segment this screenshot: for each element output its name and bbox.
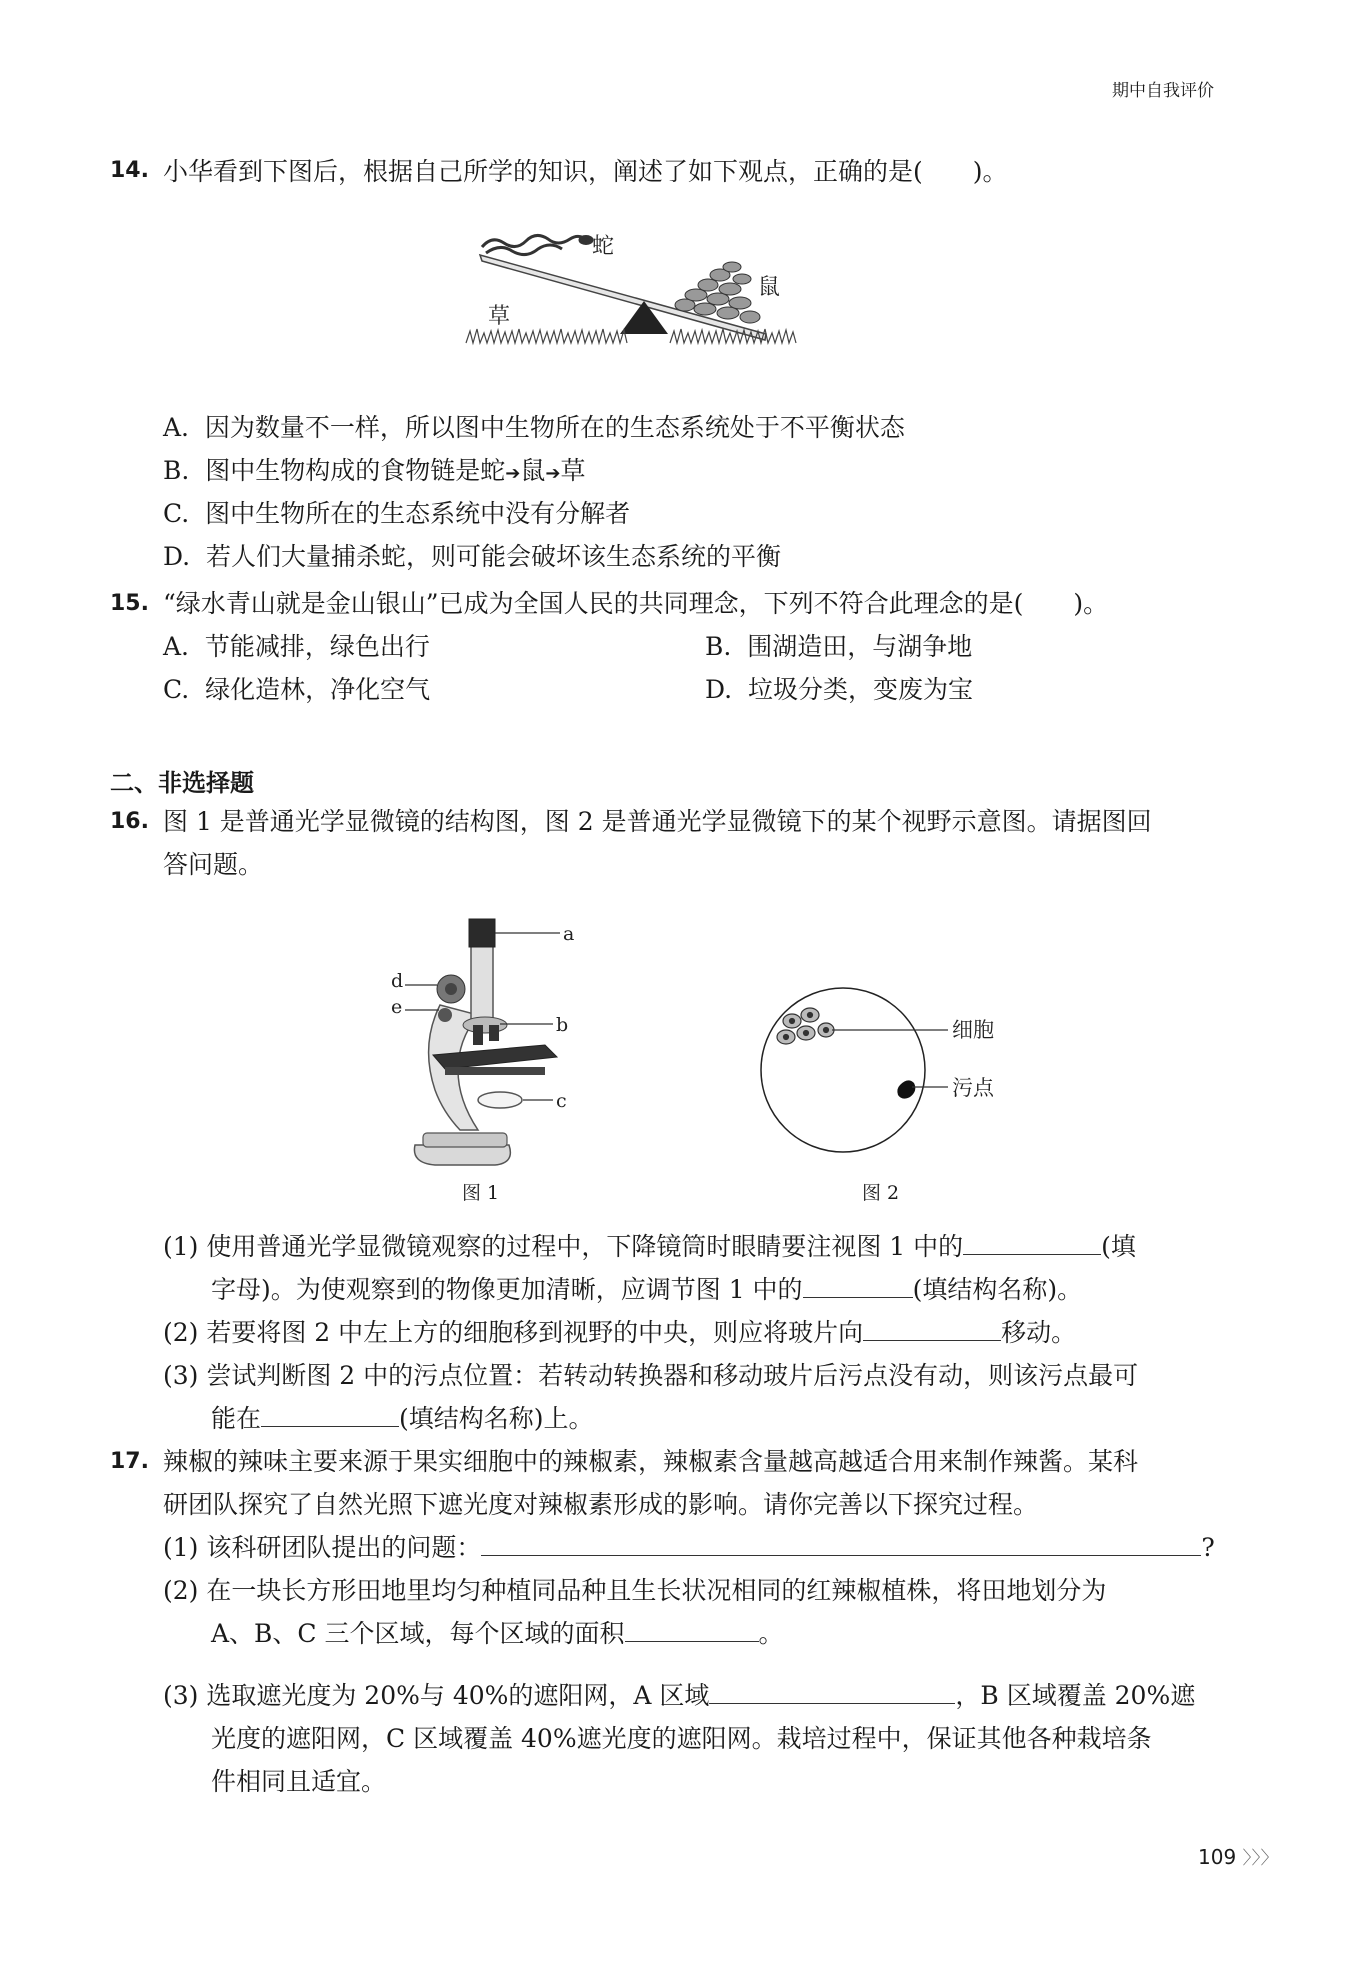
- question-number-17: 17.: [110, 1449, 149, 1474]
- option-text: 绿化造林，净化空气: [205, 675, 431, 704]
- chevrons-icon: 〉〉〉: [1242, 1848, 1279, 1869]
- snake-label: 蛇: [592, 234, 615, 259]
- sub2-text: 。: [758, 1619, 784, 1648]
- answer-blank[interactable]: [481, 1533, 1201, 1556]
- section-heading: 二、非选择题: [110, 769, 254, 797]
- q16-sub3-line1: (3) 尝试判断图 2 中的污点位置：若转动转换器和移动玻片后污点没有动，则该污点最可: [163, 1361, 1139, 1390]
- answer-blank[interactable]: [863, 1318, 1001, 1341]
- option-letter: A.: [163, 632, 190, 661]
- option-letter: B.: [705, 632, 732, 661]
- sub1-text: (1) 使用普通光学显微镜观察的过程中，下降镜筒时眼睛要注视图 1 中的: [163, 1232, 964, 1261]
- sub2-text: A、B、C 三个区域，每个区域的面积: [211, 1619, 625, 1648]
- sub2-text: 移动。: [1001, 1318, 1077, 1347]
- option-15-c[interactable]: [163, 675, 430, 705]
- question-17-stem-line1: 辣椒的辣味主要来源于果实细胞中的辣椒素，辣椒素含量越高越适合用来制作辣酱。某科: [163, 1447, 1139, 1476]
- view-circle: [761, 988, 925, 1152]
- option-15-b[interactable]: [705, 632, 972, 662]
- label-e: e: [391, 996, 403, 1018]
- q17-sub1: [163, 1533, 1215, 1563]
- arrow-icon: ➔: [545, 463, 561, 484]
- sub1-text: ?: [1201, 1533, 1215, 1562]
- option-text: 若人们大量捕杀蛇，则可能会破坏该生态系统的平衡: [206, 542, 782, 571]
- option-letter: C.: [163, 675, 190, 704]
- answer-blank[interactable]: [709, 1681, 955, 1704]
- sub2-text: (2) 若要将图 2 中左上方的细胞移到视野的中央，则应将玻片向: [163, 1318, 864, 1347]
- microscope-icon: [414, 919, 557, 1165]
- grass-label: 草: [488, 304, 511, 329]
- field-of-view-figure: [760, 985, 1040, 1155]
- sub3-text: 能在: [211, 1404, 262, 1433]
- answer-blank[interactable]: [963, 1232, 1101, 1255]
- sub3-text: (3) 选取遮光度为 20%与 40%的遮阳网，A 区域: [163, 1681, 710, 1710]
- label-c: c: [556, 1090, 567, 1112]
- sub3-text: ，B 区域覆盖 20%遮: [955, 1681, 1196, 1710]
- option-14-d[interactable]: [163, 542, 781, 572]
- q17-sub3-line1: [163, 1681, 1195, 1711]
- sub1-text: 字母)。为使观察到的物像更加清晰，应调节图 1 中的: [211, 1275, 803, 1304]
- q17-sub3-line3: 件相同且适宜。: [211, 1767, 387, 1796]
- q17-sub3-line2: 光度的遮阳网，C 区域覆盖 40%遮光度的遮阳网。栽培过程中，保证其他各种栽培条: [211, 1724, 1152, 1753]
- arrow-icon: ➔: [505, 463, 521, 484]
- q17-sub2-line2: [211, 1619, 784, 1649]
- option-text: 鼠: [520, 456, 546, 485]
- microscope-figure: [385, 905, 585, 1175]
- q16-sub2: [163, 1318, 1076, 1348]
- sub1-text: (1) 该科研团队提出的问题：: [163, 1533, 482, 1562]
- sub3-text: (填结构名称)上。: [399, 1404, 594, 1433]
- answer-blank[interactable]: [261, 1404, 399, 1427]
- option-15-d[interactable]: [705, 675, 973, 705]
- question-16-stem-line1: 图 1 是普通光学显微镜的结构图，图 2 是普通光学显微镜下的某个视野示意图。请据图回: [163, 807, 1152, 836]
- option-text: 节能减排，绿色出行: [204, 632, 430, 661]
- spot-label: 污点: [952, 1076, 994, 1100]
- cell-label: 细胞: [952, 1018, 994, 1042]
- question-number-14: 14.: [110, 158, 149, 183]
- option-text: 围湖造田，与湖争地: [747, 632, 973, 661]
- option-letter: C.: [163, 499, 190, 528]
- food-chain-seesaw-figure: [460, 215, 920, 355]
- option-text: 图中生物所在的生态系统中没有分解者: [205, 499, 631, 528]
- option-text: 因为数量不一样，所以图中生物所在的生态系统处于不平衡状态: [204, 413, 905, 442]
- q16-sub1-line1: [163, 1232, 1136, 1262]
- question-number-16: 16.: [110, 809, 149, 834]
- question-17-stem-line2: 研团队探究了自然光照下遮光度对辣椒素形成的影响。请你完善以下探究过程。: [163, 1490, 1039, 1519]
- q17-sub2-line1: (2) 在一块长方形田地里均匀种植同品种且生长状况相同的红辣椒植株，将田地划分为: [163, 1576, 1107, 1605]
- mouse-label: 鼠: [758, 275, 781, 300]
- q16-sub3-line2: [211, 1404, 594, 1434]
- page-number-value: 109: [1198, 1845, 1237, 1869]
- option-letter: B.: [163, 456, 190, 485]
- label-a: a: [563, 923, 575, 945]
- sub1-text: (填: [1101, 1232, 1136, 1261]
- option-letter: D.: [705, 675, 733, 704]
- question-16-stem-line2: 答问题。: [163, 850, 264, 879]
- sub1-text: (填结构名称)。: [912, 1275, 1083, 1304]
- option-text: 草: [560, 456, 586, 485]
- answer-blank[interactable]: [625, 1619, 759, 1642]
- question-14-stem: 小华看到下图后，根据自己所学的知识，阐述了如下观点，正确的是( )。: [163, 157, 1008, 186]
- figure-2-caption: 图 2: [862, 1182, 900, 1204]
- answer-blank[interactable]: [803, 1275, 913, 1298]
- option-14-a[interactable]: [163, 413, 905, 443]
- option-letter: A.: [163, 413, 190, 442]
- option-letter: D.: [163, 542, 191, 571]
- option-14-b[interactable]: [163, 456, 585, 489]
- option-14-c[interactable]: [163, 499, 630, 529]
- question-15-stem: “绿水青山就是金山银山”已成为全国人民的共同理念，下列不符合此理念的是( )。: [163, 589, 1109, 618]
- page-number: [1198, 1844, 1279, 1870]
- option-text: 图中生物构成的食物链是蛇: [205, 456, 506, 485]
- label-d: d: [391, 970, 404, 992]
- running-header: 期中自我评价: [1112, 81, 1214, 101]
- q16-sub1-line2: [211, 1275, 1082, 1305]
- question-number-15: 15.: [110, 591, 149, 616]
- label-b: b: [556, 1014, 569, 1036]
- snake-icon: [482, 235, 592, 254]
- option-text: 垃圾分类，变废为宝: [748, 675, 974, 704]
- figure-1-caption: 图 1: [462, 1182, 500, 1204]
- option-15-a[interactable]: [163, 632, 430, 662]
